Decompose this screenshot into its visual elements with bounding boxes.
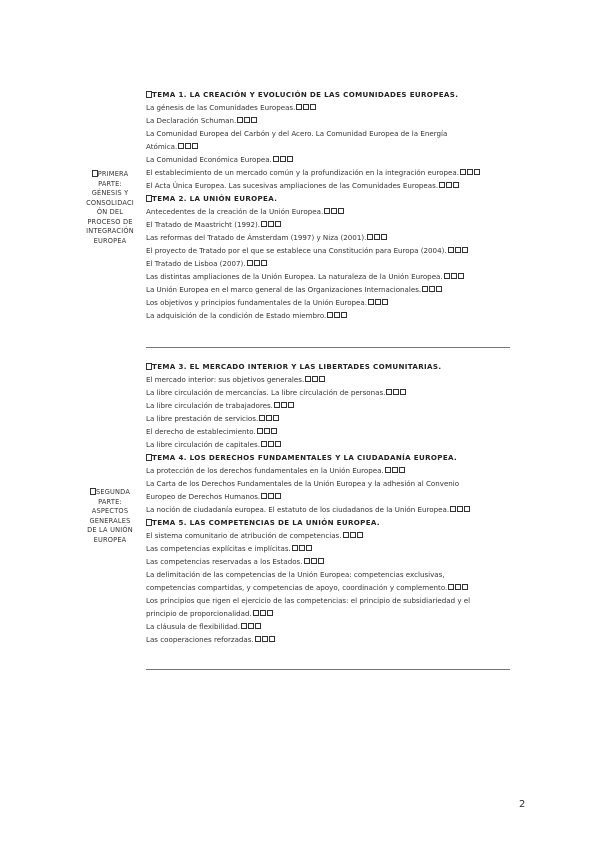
list-item: El derecho de establecimiento. [146, 425, 514, 438]
list-item: La génesis de las Comunidades Europeas. [146, 101, 514, 114]
checkbox-icon [381, 234, 387, 241]
checkbox-icon [264, 428, 270, 435]
checkbox-icon [382, 299, 388, 306]
checkbox-icon [241, 623, 247, 630]
checkbox-icon [296, 104, 302, 111]
part-2-label-line: DE LA UNIÓN [87, 526, 133, 534]
checkbox-icon [338, 208, 344, 215]
list-item: La Declaración Schuman. [146, 114, 514, 127]
checkbox-icon [274, 402, 280, 409]
part-1-label-line: PARTE: [98, 179, 122, 188]
part-1-content [146, 88, 514, 322]
checkbox-icon [266, 415, 272, 422]
checkbox-icon [341, 312, 347, 319]
part-1-label-line: ÓN DEL [96, 208, 124, 216]
part-1-label-line: GÉNESIS Y [91, 189, 129, 197]
checkbox-icon [261, 441, 267, 448]
checkbox-icon [448, 584, 454, 591]
list-item: Las competencias reservadas a los Estados. [146, 555, 514, 568]
part-1-label-line: INTEGRACIÓN [86, 227, 134, 235]
checkbox-icon [273, 415, 279, 422]
checkbox-icon [259, 415, 265, 422]
list-item: La delimitación de las competencias de la Unión Europea: competencias exclusivas, competencias compartidas, y competencias de apoyo, coordinación y complemento. [146, 568, 514, 594]
checkbox-icon [327, 312, 333, 319]
checkbox-icon [331, 208, 337, 215]
list-item: La Comunidad Europea del Carbón y del Acero. La Comunidad Europea de la Energía Atómica. [146, 129, 448, 151]
tema-2-title: TEMA 2. LA UNIÓN EUROPEA. [146, 192, 514, 205]
section-divider [146, 347, 510, 348]
checkbox-icon [318, 558, 324, 565]
list-item: La protección de los derechos fundamentales en la Unión Europea. [146, 464, 514, 477]
part-2-content [146, 360, 514, 646]
checkbox-icon [262, 636, 268, 643]
tema-3-title: TEMA 3. EL MERCADO INTERIOR Y LAS LIBERTADES COMUNITARIAS. [146, 360, 514, 373]
checkbox-icon [261, 221, 267, 228]
part-1-label-line: EUROPEA [93, 236, 127, 245]
checkbox-icon [268, 221, 274, 228]
checkbox-icon [178, 143, 184, 150]
list-item: Las reformas del Tratado de Ámsterdam (1997) y Niza (2001). [146, 231, 514, 244]
checkbox-icon [185, 143, 191, 150]
checkbox-icon [386, 389, 392, 396]
checkbox-icon [292, 545, 298, 552]
checkbox-icon [261, 260, 267, 267]
checkbox-icon [385, 467, 391, 474]
checkbox-icon [458, 273, 464, 280]
checkbox-icon [271, 428, 277, 435]
checkbox-icon [343, 532, 349, 539]
checkbox-icon [446, 182, 452, 189]
checkbox-icon [422, 286, 428, 293]
checkbox-icon [450, 506, 456, 513]
part-2-label [84, 488, 136, 545]
list-item: El sistema comunitario de atribución de competencias. [146, 529, 514, 542]
checkbox-icon [304, 558, 310, 565]
part-2-label-line: PARTE: [98, 497, 122, 506]
checkbox-icon [237, 117, 243, 124]
checkbox-icon [261, 493, 267, 500]
checkbox-icon [248, 623, 254, 630]
list-item: El Tratado de Lisboa (2007). [146, 257, 514, 270]
checkbox-icon [257, 428, 263, 435]
list-item: Los objetivos y principios fundamentales de la Unión Europea. [146, 296, 514, 309]
checkbox-icon [253, 610, 259, 617]
checkbox-icon [255, 636, 261, 643]
checkbox-icon [374, 234, 380, 241]
list-item: La libre circulación de capitales. [146, 438, 514, 451]
list-item: La Unión Europea en el marco general de las Organizaciones Internacionales. [146, 283, 514, 296]
checkbox-icon [306, 545, 312, 552]
part-2-label-line: GENERALES [89, 516, 131, 525]
checkbox-icon [462, 247, 468, 254]
checkbox-icon [467, 169, 473, 176]
part-1-label-line: CONSOLIDACI [86, 198, 134, 207]
checkbox-icon [251, 117, 257, 124]
checkbox-icon [275, 441, 281, 448]
tema-4-title: TEMA 4. LOS DERECHOS FUNDAMENTALES Y LA CIUDADANÍA EUROPEA. [146, 451, 514, 464]
checkbox-icon [303, 104, 309, 111]
checkbox-icon [260, 610, 266, 617]
tema-5-title: TEMA 5. LAS COMPETENCIAS DE LA UNIÓN EUROPEA. [146, 516, 514, 529]
checkbox-icon [464, 506, 470, 513]
checkbox-icon [453, 182, 459, 189]
checkbox-icon [319, 376, 325, 383]
list-item: El Tratado de Maastricht (1992). [146, 218, 514, 231]
list-item: El proyecto de Tratado por el que se establece una Constitución para Europa (2004). [146, 244, 514, 257]
part-2-label-line: EUROPEA [93, 535, 127, 544]
checkbox-icon [254, 260, 260, 267]
checkbox-icon [460, 169, 466, 176]
checkbox-icon [439, 182, 445, 189]
checkbox-icon [275, 493, 281, 500]
checkbox-icon [444, 273, 450, 280]
checkbox-icon [280, 156, 286, 163]
list-item: El establecimiento de un mercado común y la profundización en la integración europea. [146, 166, 514, 179]
checkbox-icon [367, 234, 373, 241]
checkbox-icon [311, 558, 317, 565]
checkbox-icon [392, 467, 398, 474]
list-item: La cláusula de flexibilidad. [146, 620, 514, 633]
checkbox-icon [268, 441, 274, 448]
tema-1-title: TEMA 1. LA CREACIÓN Y EVOLUCIÓN DE LAS COMUNIDADES EUROPEAS. [146, 88, 514, 101]
checkbox-icon [281, 402, 287, 409]
checkbox-icon [448, 247, 454, 254]
part-1-label-line: PROCESO DE [87, 217, 133, 226]
checkbox-icon [288, 402, 294, 409]
list-item: Las competencias explícitas e implícitas. [146, 542, 514, 555]
checkbox-icon [244, 117, 250, 124]
part-2-label-line: SEGUNDA [84, 488, 136, 498]
checkbox-icon [436, 286, 442, 293]
checkbox-icon [457, 506, 463, 513]
checkbox-icon [273, 156, 279, 163]
list-item: El mercado interior: sus objetivos generales. [146, 373, 514, 386]
checkbox-icon [368, 299, 374, 306]
part-1-label [84, 170, 136, 246]
checkbox-icon [268, 493, 274, 500]
checkbox-icon [350, 532, 356, 539]
section-divider [146, 669, 510, 670]
checkbox-icon [455, 247, 461, 254]
checkbox-icon [267, 610, 273, 617]
checkbox-icon [310, 104, 316, 111]
list-item: La adquisición de la condición de Estado miembro. [146, 309, 514, 322]
list-item: Antecedentes de la creación de la Unión Europea. [146, 205, 514, 218]
part-1-label-line: PRIMERA [84, 170, 136, 180]
checkbox-icon [287, 156, 293, 163]
checkbox-icon [400, 389, 406, 396]
list-item: El Acta Única Europea. Las sucesivas ampliaciones de las Comunidades Europeas. [146, 179, 514, 192]
checkbox-icon [312, 376, 318, 383]
part-2-label-line: ASPECTOS [91, 507, 129, 515]
checkbox-icon [474, 169, 480, 176]
list-item: La libre prestación de servicios. [146, 412, 514, 425]
checkbox-icon [455, 584, 461, 591]
list-item: La libre circulación de trabajadores. [146, 399, 514, 412]
checkbox-icon [429, 286, 435, 293]
checkbox-icon [393, 389, 399, 396]
checkbox-icon [269, 636, 275, 643]
checkbox-icon [255, 623, 261, 630]
checkbox-icon [334, 312, 340, 319]
checkbox-icon [247, 260, 253, 267]
page-number: 2 [519, 799, 526, 810]
checkbox-icon [299, 545, 305, 552]
list-item: Los principios que rigen el ejercicio de las competencias: el principio de subsidiariedad y el principio de proporcionalidad. [146, 596, 471, 618]
checkbox-icon [275, 221, 281, 228]
list-item: Las distintas ampliaciones de la Unión Europea. La naturaleza de la Unión Europea. [146, 270, 514, 283]
checkbox-icon [375, 299, 381, 306]
list-item: La noción de ciudadanía europea. El estatuto de los ciudadanos de la Unión Europea. [146, 503, 514, 516]
list-item: La Comunidad Económica Europea. [146, 153, 514, 166]
checkbox-icon [324, 208, 330, 215]
checkbox-icon [357, 532, 363, 539]
checkbox-icon [305, 376, 311, 383]
list-item: La libre circulación de mercancías. La libre circulación de personas. [146, 386, 514, 399]
checkbox-icon [399, 467, 405, 474]
list-item: Las cooperaciones reforzadas. [146, 633, 514, 646]
checkbox-icon [192, 143, 198, 150]
list-item: La Carta de los Derechos Fundamentales de la Unión Europea y la adhesión al Convenio Europeo de Derechos Humanos. [146, 479, 460, 501]
checkbox-icon [462, 584, 468, 591]
checkbox-icon [451, 273, 457, 280]
